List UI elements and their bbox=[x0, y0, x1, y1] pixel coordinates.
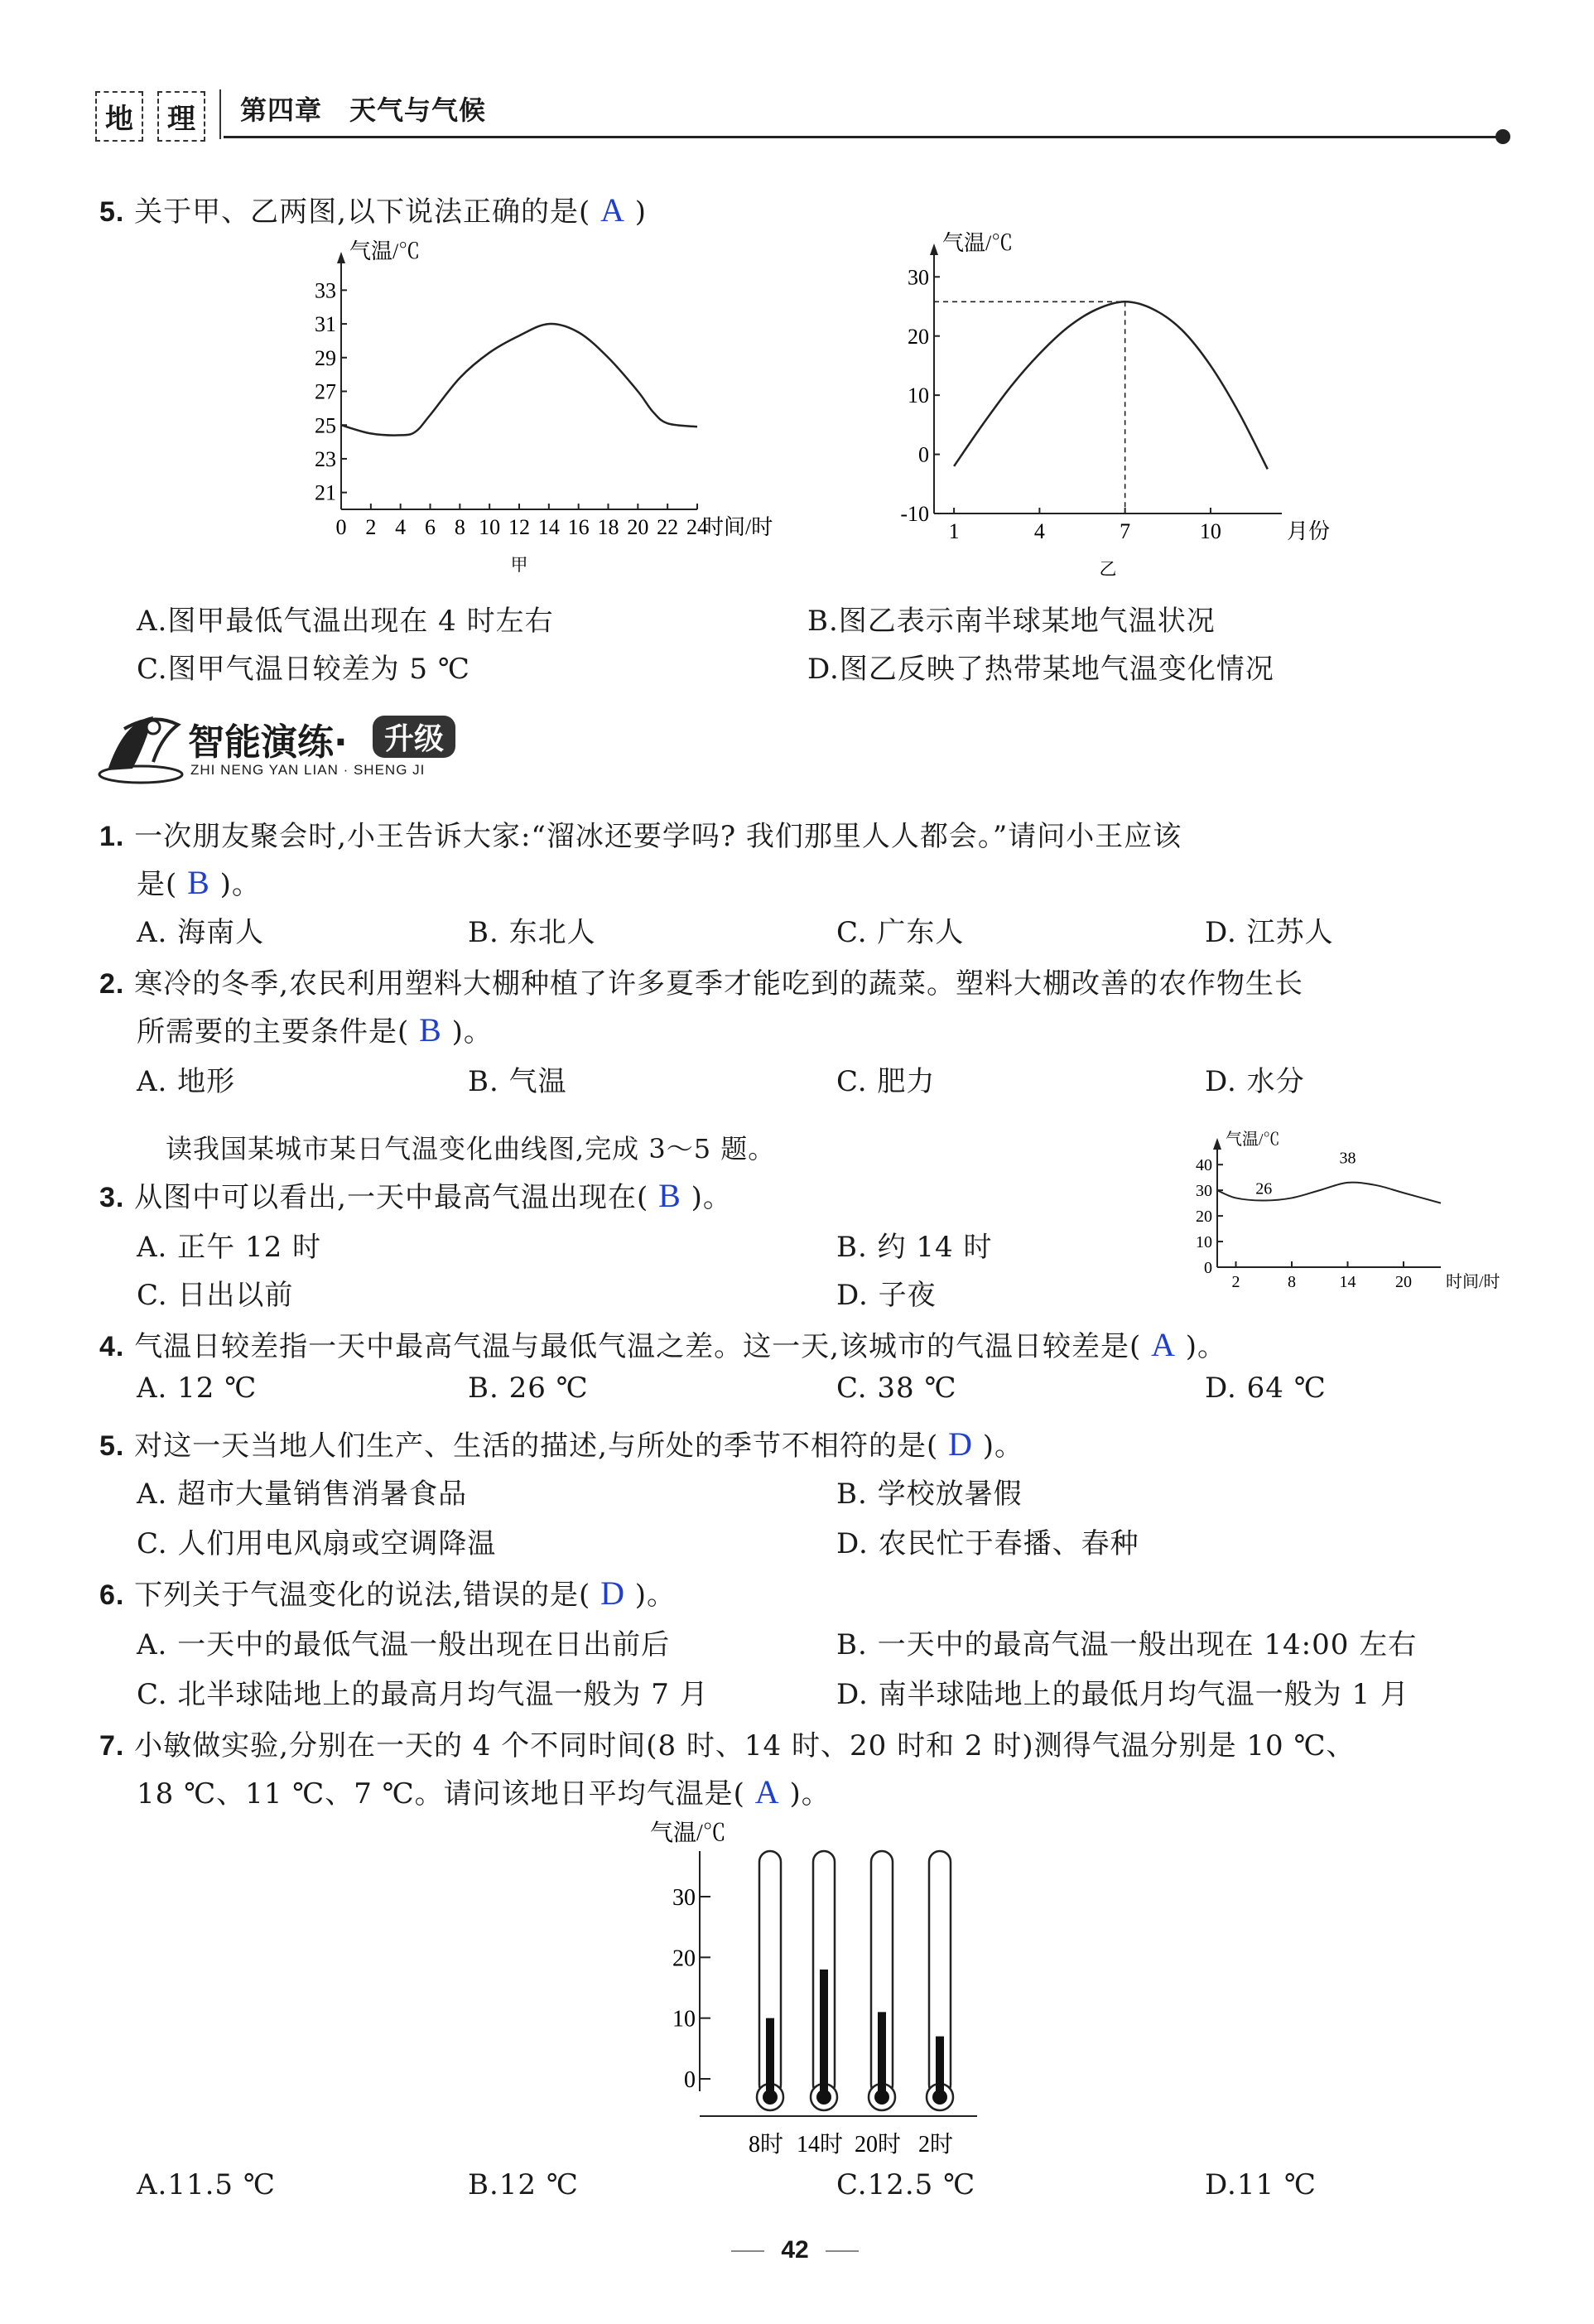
book-icon bbox=[95, 704, 186, 787]
x-tick-label: 2 bbox=[365, 515, 377, 539]
y-tick-label: 30 bbox=[908, 265, 929, 290]
section-badge: 升级 bbox=[373, 716, 455, 758]
y-tick-label: 20 bbox=[672, 1946, 696, 1972]
header-rule-dot bbox=[1495, 129, 1510, 144]
option-c: C.图甲气温日较差为 5 ℃ bbox=[137, 653, 470, 686]
question-number: 6. bbox=[99, 1579, 125, 1611]
page-number: 42 bbox=[712, 2236, 878, 2264]
option-d: D. 水分 bbox=[1205, 1065, 1305, 1098]
x-tick-label: 8 bbox=[1288, 1273, 1296, 1291]
x-tick-label: 18 bbox=[597, 515, 619, 539]
x-tick-label: 20时 bbox=[854, 2132, 902, 2158]
question-number: 3. bbox=[99, 1182, 125, 1213]
q1-line2: 是( B )。 bbox=[137, 864, 261, 901]
question-number: 4. bbox=[99, 1331, 125, 1362]
series-line bbox=[341, 324, 697, 436]
chart-title: 甲 bbox=[510, 556, 528, 575]
y-tick-label: 10 bbox=[1196, 1233, 1212, 1252]
x-axis-label: 时间/时 bbox=[1446, 1273, 1500, 1291]
y-tick-label: 29 bbox=[315, 345, 336, 370]
option-a: A. 正午 12 时 bbox=[137, 1231, 322, 1264]
reading-intro: 读我国某城市某日气温变化曲线图,完成 3～5 题。 bbox=[166, 1133, 776, 1164]
thermometer-mercury bbox=[820, 1970, 828, 2094]
x-tick-label: 6 bbox=[425, 515, 436, 539]
option-c: C. 人们用电风扇或空调降温 bbox=[137, 1527, 497, 1560]
option-a: A. 超市大量销售消暑食品 bbox=[137, 1478, 468, 1511]
y-tick-label: 33 bbox=[315, 278, 336, 303]
option-d: D. 江苏人 bbox=[1205, 916, 1334, 949]
q1-line1: 1. 一次朋友聚会时,小王告诉大家:“溜冰还要学吗? 我们那里人人都会。”请问小王应该 bbox=[99, 820, 1182, 853]
x-tick-label: 4 bbox=[395, 515, 407, 539]
option-a: A. 一天中的最低气温一般出现在日出前后 bbox=[137, 1628, 671, 1661]
q5-top-stem: 5. 关于甲、乙两图,以下说法正确的是( A ) bbox=[99, 191, 648, 229]
x-tick-label: 4 bbox=[1033, 519, 1045, 543]
q5-stem: 5. 对这一天当地人们生产、生活的描述,与所处的季节不相符的是( D )。 bbox=[99, 1425, 1024, 1463]
x-tick-label: 14时 bbox=[796, 2132, 844, 2158]
option-b: B. 学校放暑假 bbox=[836, 1478, 1023, 1511]
option-d: D.11 ℃ bbox=[1205, 2168, 1317, 2201]
option-d: D. 农民忙于春播、春种 bbox=[836, 1527, 1139, 1560]
option-b: B. 一天中的最高气温一般出现在 14:00 左右 bbox=[836, 1628, 1418, 1661]
section-title-main: 智能演练· bbox=[188, 721, 348, 764]
y-tick-label: 40 bbox=[1196, 1156, 1212, 1175]
chart-yi bbox=[878, 232, 1341, 588]
question-number: 5. bbox=[99, 196, 125, 228]
option-b: B. 东北人 bbox=[468, 916, 596, 949]
chart-city bbox=[1176, 1118, 1507, 1309]
y-tick-label: -10 bbox=[900, 502, 929, 527]
x-tick-label: 12 bbox=[508, 515, 530, 539]
y-tick-label: 30 bbox=[1196, 1182, 1212, 1201]
q4-stem: 4. 气温日较差指一天中最高气温与最低气温之差。这一天,该城市的气温日较差是( A )。 bbox=[99, 1326, 1227, 1363]
x-tick-label: 14 bbox=[537, 515, 560, 539]
x-tick-label: 20 bbox=[1395, 1273, 1412, 1291]
option-b: B. 26 ℃ bbox=[468, 1372, 589, 1405]
question-number: 1. bbox=[99, 821, 125, 852]
x-tick-label: 24 bbox=[686, 515, 708, 539]
series-line bbox=[1217, 1183, 1441, 1203]
option-d: D. 南半球陆地上的最低月均气温一般为 1 月 bbox=[836, 1678, 1409, 1711]
y-tick-label: 20 bbox=[1196, 1208, 1212, 1227]
y-tick-label: 0 bbox=[918, 442, 929, 467]
y-axis-arrow bbox=[337, 252, 345, 263]
option-c: C. 肥力 bbox=[836, 1065, 936, 1098]
subject-char-1: 地 bbox=[95, 91, 143, 142]
x-tick-label: 16 bbox=[567, 515, 590, 539]
y-axis-label: 气温/℃ bbox=[349, 239, 421, 263]
q7-line2: 18 ℃、11 ℃、7 ℃。请问该地日平均气温是( A )。 bbox=[137, 1773, 831, 1811]
q3-stem: 3. 从图中可以看出,一天中最高气温出现在( B )。 bbox=[99, 1177, 732, 1214]
question-number: 5. bbox=[99, 1430, 125, 1462]
thermometer-mercury bbox=[878, 2012, 886, 2094]
option-d: D. 子夜 bbox=[836, 1279, 937, 1312]
option-c: C. 38 ℃ bbox=[836, 1372, 957, 1405]
answer-mark: B bbox=[419, 1011, 442, 1049]
x-tick-label: 8时 bbox=[748, 2132, 784, 2158]
option-b: B.图乙表示南半球某地气温状况 bbox=[807, 605, 1216, 638]
question-number: 2. bbox=[99, 968, 125, 1000]
y-tick-label: 21 bbox=[315, 480, 336, 505]
thermometer-mercury bbox=[766, 2018, 774, 2094]
answer-mark: B bbox=[187, 864, 210, 901]
answer-mark: B bbox=[658, 1177, 681, 1214]
option-a: A. 海南人 bbox=[137, 916, 265, 949]
data-label: 38 bbox=[1339, 1149, 1356, 1168]
option-a: A. 12 ℃ bbox=[137, 1372, 258, 1405]
header-rule bbox=[224, 136, 1499, 138]
chapter-title: 第四章 天气与气候 bbox=[240, 94, 487, 126]
y-tick-label: 23 bbox=[315, 447, 336, 472]
y-tick-label: 25 bbox=[315, 413, 336, 438]
answer-mark: A bbox=[600, 191, 625, 229]
page-dash-left bbox=[731, 2250, 764, 2252]
q6-stem: 6. 下列关于气温变化的说法,错误的是( D )。 bbox=[99, 1574, 677, 1612]
x-tick-label: 7 bbox=[1120, 519, 1131, 543]
answer-mark: D bbox=[600, 1574, 625, 1612]
series-line bbox=[954, 301, 1268, 469]
option-c: C.12.5 ℃ bbox=[836, 2168, 976, 2201]
y-axis-arrow bbox=[930, 243, 938, 255]
chart-jia bbox=[282, 232, 845, 588]
x-tick-label: 2 bbox=[1231, 1273, 1240, 1291]
x-tick-label: 1 bbox=[948, 519, 960, 543]
option-c: C. 日出以前 bbox=[137, 1279, 294, 1312]
y-tick-label: 30 bbox=[672, 1885, 696, 1911]
x-tick-label: 14 bbox=[1339, 1273, 1356, 1291]
x-tick-label: 22 bbox=[657, 515, 679, 539]
y-axis-label: 气温/℃ bbox=[650, 1820, 726, 1846]
data-label: 26 bbox=[1255, 1179, 1273, 1198]
y-axis-label: 气温/℃ bbox=[1226, 1131, 1280, 1149]
chart-thermometers bbox=[646, 1814, 994, 2162]
x-tick-label: 10 bbox=[479, 515, 501, 539]
option-d: D.图乙反映了热带某地气温变化情况 bbox=[807, 653, 1274, 686]
answer-mark: A bbox=[1151, 1326, 1176, 1363]
x-tick-label: 8 bbox=[454, 515, 465, 539]
option-b: B. 约 14 时 bbox=[836, 1231, 993, 1264]
page-dash-right bbox=[826, 2250, 859, 2252]
answer-mark: A bbox=[754, 1773, 780, 1811]
option-b: B.12 ℃ bbox=[468, 2168, 579, 2201]
y-tick-label: 20 bbox=[908, 324, 929, 349]
x-tick-label: 10 bbox=[1199, 519, 1221, 543]
y-axis-arrow bbox=[1213, 1138, 1221, 1150]
x-axis-label: 月份 bbox=[1287, 519, 1331, 543]
option-c: C. 北半球陆地上的最高月均气温一般为 7 月 bbox=[137, 1678, 709, 1711]
option-a: A.11.5 ℃ bbox=[137, 2168, 276, 2201]
option-a: A.图甲最低气温出现在 4 时左右 bbox=[137, 605, 554, 638]
q7-line1: 7. 小敏做实验,分别在一天的 4 个不同时间(8 时、14 时、20 时和 2 时)测得气温分别是 10 ℃、 bbox=[99, 1729, 1356, 1762]
section-title bbox=[95, 704, 493, 795]
answer-mark: D bbox=[948, 1425, 973, 1463]
y-tick-label: 0 bbox=[684, 2067, 696, 2093]
q2-line2: 所需要的主要条件是( B )。 bbox=[137, 1011, 493, 1049]
subject-char-2: 理 bbox=[157, 91, 205, 142]
thermometer-mercury bbox=[936, 2037, 944, 2094]
option-b: B. 气温 bbox=[468, 1065, 567, 1098]
y-tick-label: 10 bbox=[908, 383, 929, 408]
y-tick-label: 10 bbox=[672, 2006, 696, 2032]
x-tick-label: 0 bbox=[335, 515, 347, 539]
option-c: C. 广东人 bbox=[836, 916, 965, 949]
header bbox=[91, 83, 1507, 149]
option-a: A. 地形 bbox=[137, 1065, 236, 1098]
y-tick-label: 0 bbox=[1204, 1259, 1212, 1277]
section-pinyin: ZHI NENG YAN LIAN · SHENG JI bbox=[190, 762, 426, 778]
x-axis-label: 时间/时 bbox=[702, 515, 773, 539]
question-number: 7. bbox=[99, 1730, 125, 1762]
y-tick-label: 27 bbox=[315, 379, 336, 404]
y-axis-label: 气温/℃ bbox=[942, 232, 1014, 255]
x-tick-label: 2时 bbox=[917, 2132, 954, 2158]
option-d: D. 64 ℃ bbox=[1205, 1372, 1327, 1405]
chart-title: 乙 bbox=[1099, 560, 1117, 579]
y-tick-label: 31 bbox=[315, 312, 336, 337]
q2-line1: 2. 寒冷的冬季,农民利用塑料大棚种植了许多夏季才能吃到的蔬菜。塑料大棚改善的农作物生长 bbox=[99, 967, 1303, 1000]
header-separator bbox=[219, 89, 221, 139]
x-tick-label: 20 bbox=[627, 515, 649, 539]
